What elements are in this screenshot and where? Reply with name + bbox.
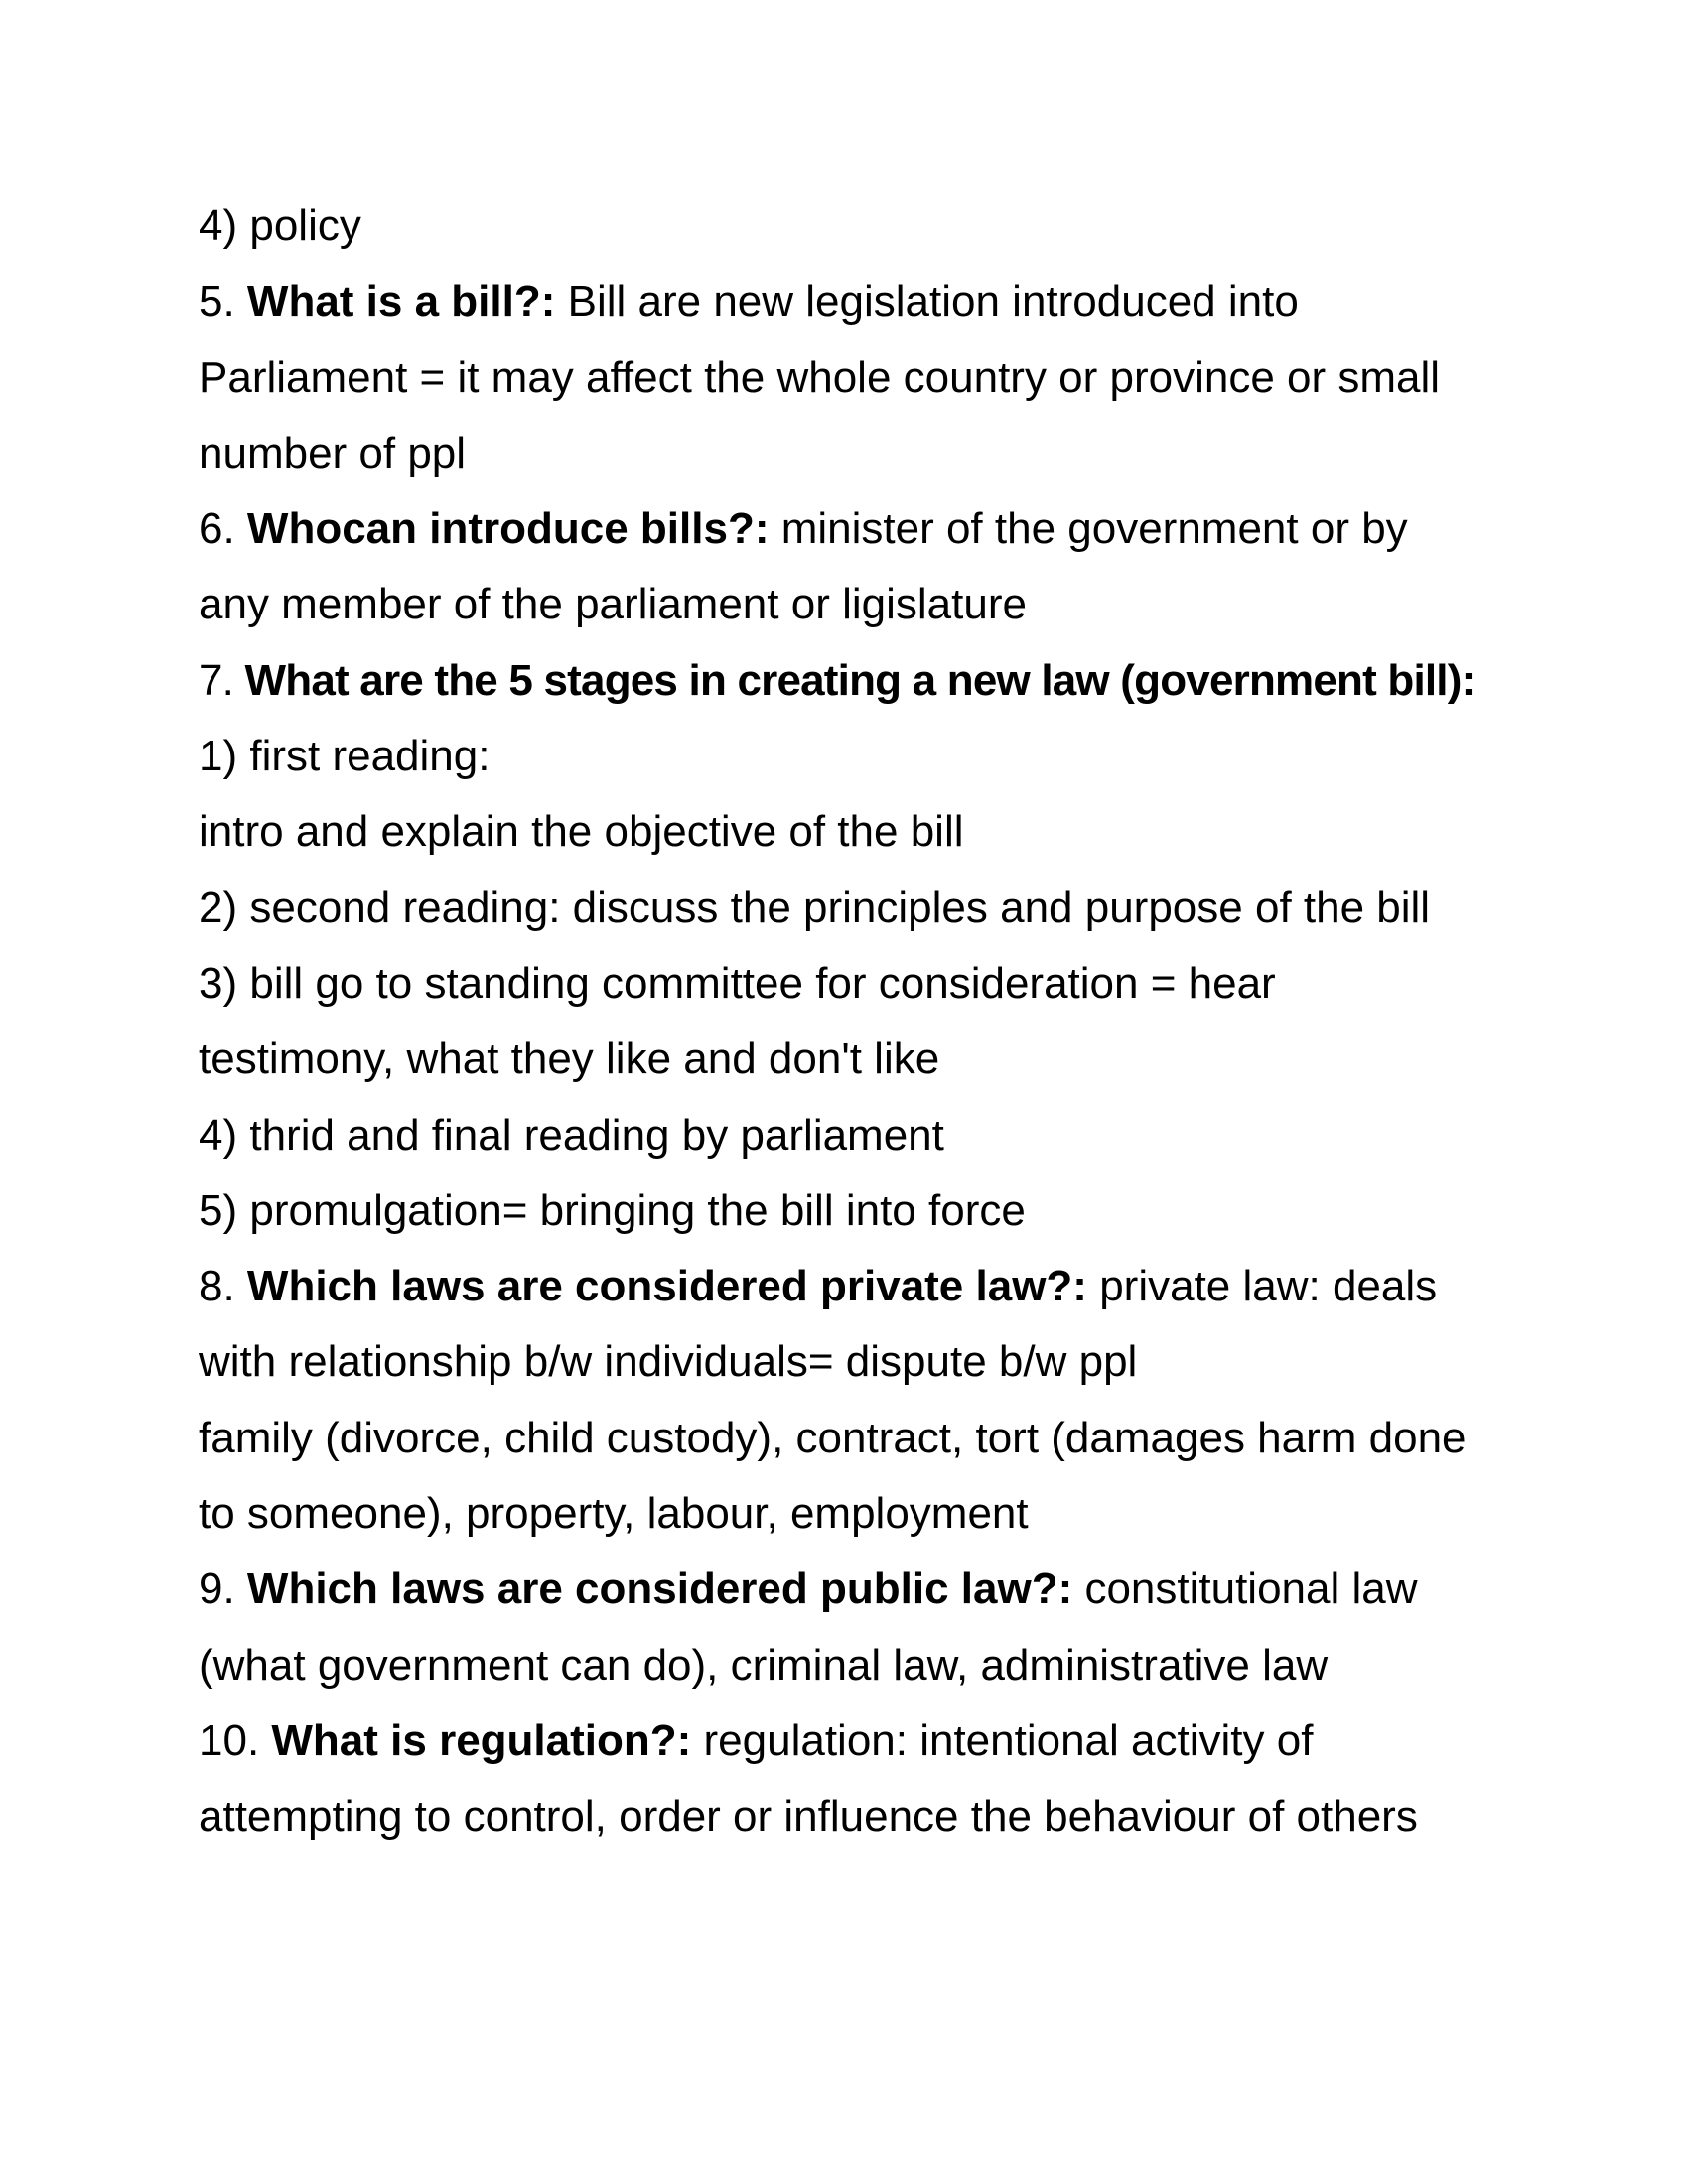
text-line: attempting to control, order or influence the behaviour of others — [199, 1792, 1418, 1842]
answer-text: constitutional law — [1072, 1565, 1418, 1614]
text-line: number of ppl — [199, 428, 467, 478]
question-7-line — [199, 643, 1529, 719]
text-line: to someone), property, labour, employment — [199, 1489, 1029, 1539]
question-6-heading: Whocan introduce bills?: — [246, 504, 770, 554]
question-7-heading: What are the 5 stages in creating a new law (government bill): — [244, 655, 1476, 705]
text-line: Parliament = it may affect the whole country or province or small — [199, 352, 1441, 402]
text-line: with relationship b/w individuals= dispute b/w ppl — [199, 1337, 1138, 1387]
text-line: testimony, what they like and don't like — [199, 1034, 940, 1084]
text-line: 1) first reading: — [199, 732, 491, 781]
question-number: 7. — [199, 655, 245, 705]
question-8-heading: Which laws are considered private law?: — [246, 1262, 1087, 1311]
question-10-line — [199, 1704, 1529, 1779]
text-line: any member of the parliament or ligislature — [199, 580, 1027, 629]
text-line: 4) policy — [199, 202, 361, 250]
question-8-line — [199, 1249, 1529, 1324]
question-number: 5. — [199, 277, 247, 327]
question-6-line — [199, 491, 1529, 567]
question-number: 9. — [199, 1565, 247, 1614]
text-line: 3) bill go to standing committee for consideration = hear — [199, 958, 1276, 1008]
question-5-heading: What is a bill?: — [246, 277, 556, 327]
question-9-line — [199, 1552, 1529, 1627]
text-line: (what government can do), criminal law, administrative law — [199, 1640, 1329, 1690]
question-9-heading: Which laws are considered public law?: — [246, 1565, 1073, 1614]
question-number: 10. — [199, 1715, 272, 1765]
question-10-heading: What is regulation?: — [271, 1715, 692, 1765]
text-line: family (divorce, child custody), contract, tort (damages harm done — [199, 1413, 1467, 1462]
question-number: 6. — [199, 504, 247, 554]
text-line: 2) second reading: discuss the principles and purpose of the bill — [199, 883, 1431, 932]
question-5-line — [199, 264, 1529, 340]
answer-text: private law: deals — [1086, 1262, 1438, 1311]
text-line: 5) promulgation= bringing the bill into force — [199, 1185, 1026, 1235]
text-line: 4) thrid and final reading by parliament — [199, 1110, 944, 1160]
answer-text: minister of the government or by — [769, 504, 1408, 554]
answer-text: regulation: intentional activity of — [691, 1715, 1314, 1765]
document-body — [199, 189, 1529, 1855]
text-line: intro and explain the objective of the bill — [199, 807, 964, 857]
question-number: 8. — [199, 1262, 247, 1311]
answer-text: Bill are new legislation introduced into — [555, 277, 1299, 327]
